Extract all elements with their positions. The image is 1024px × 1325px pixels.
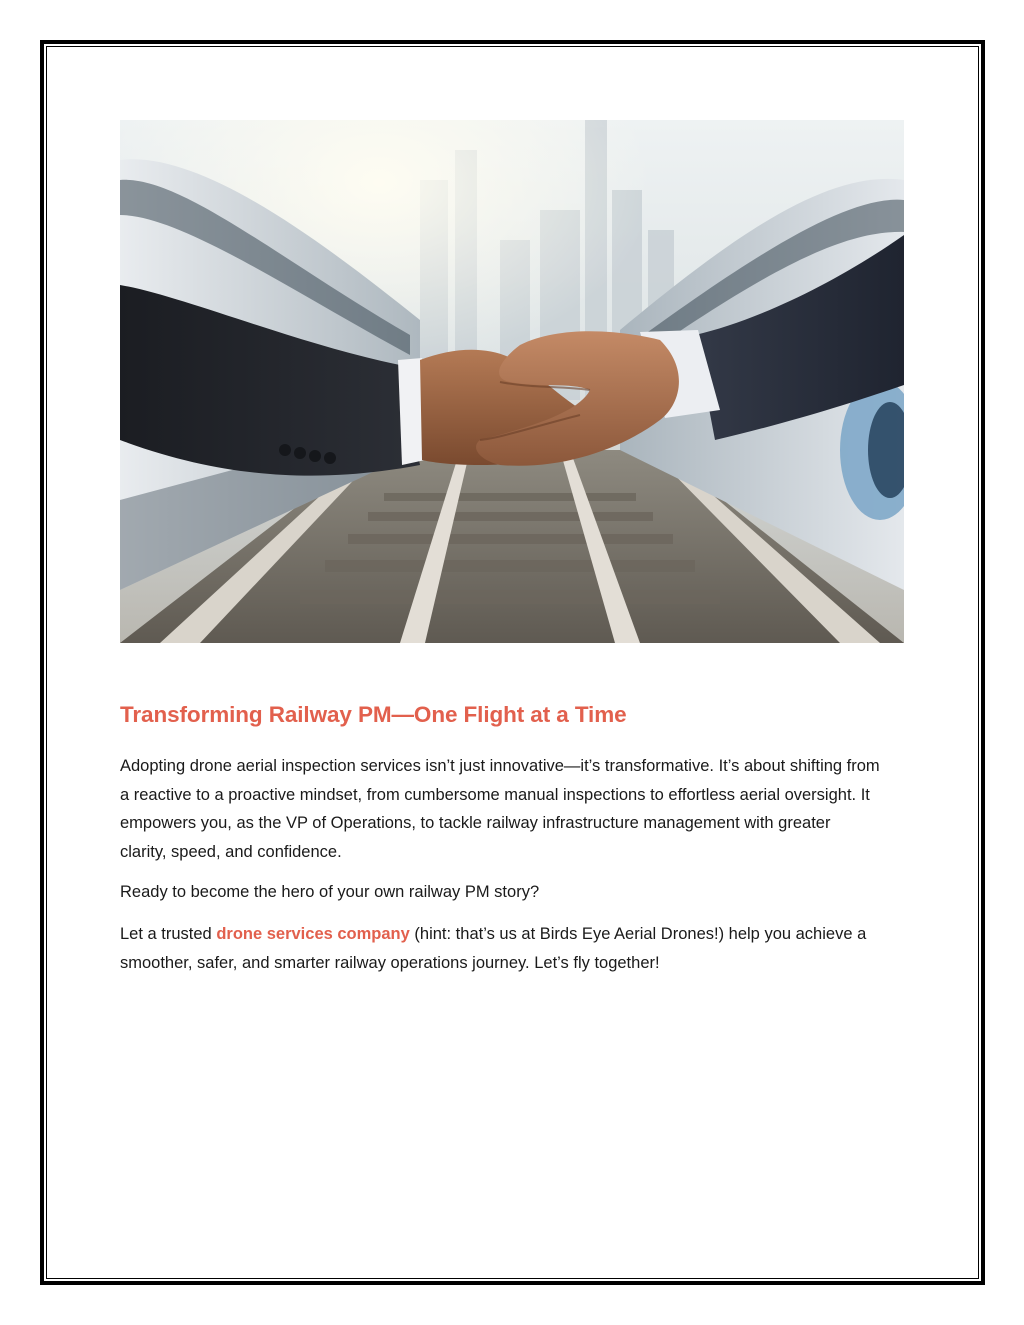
paragraph-question: Ready to become the hero of your own railway PM story?: [120, 883, 540, 901]
paragraph-cta: [120, 920, 880, 977]
drone-services-company-link[interactable]: drone services company: [216, 925, 410, 943]
cta-text-after-link: (hint: that’s us at Birds Eye Aerial Drones!) help you achieve a smoother, safer, and smarter railway operations journey. Let’s fly together!: [120, 925, 867, 972]
paragraph-intro: Adopting drone aerial inspection services isn’t just innovative—it’s transformative. It’s about shifting from a reactive to a proactive mindset, from cumbersome manual inspections to effortless aerial oversight. It empowers you, as the VP of Operations, to tackle railway infrastructure management with greater clarity, speed, and confidence.: [120, 757, 880, 861]
article-heading: Transforming Railway PM—One Flight at a Time: [120, 702, 627, 727]
hero-image-handshake-railway: [120, 120, 904, 643]
cta-text-before-link: Let a trusted: [120, 925, 217, 943]
